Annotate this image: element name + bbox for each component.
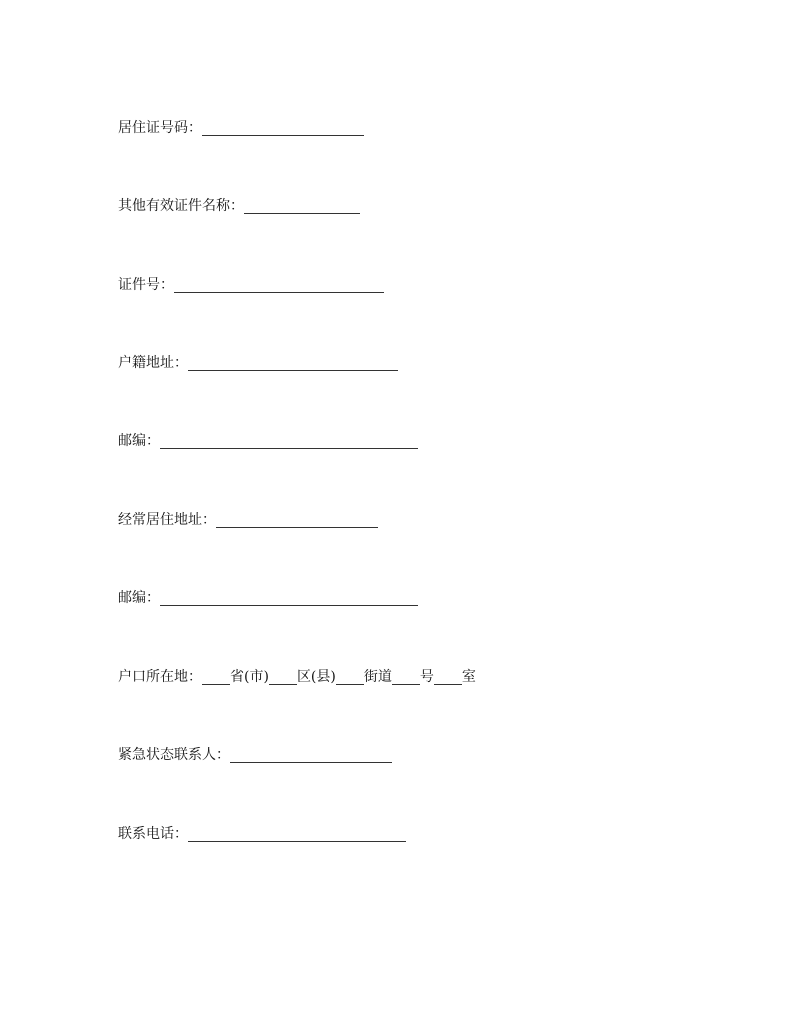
emergency-contact-row: [118, 745, 392, 765]
residence-permit-number-field[interactable]: [202, 120, 364, 136]
house-number-unit: 号: [419, 669, 434, 685]
household-address-label: 户籍地址：: [118, 355, 188, 371]
id-number-field[interactable]: [174, 277, 384, 293]
household-address-field[interactable]: [188, 355, 398, 371]
other-id-name-row: [118, 196, 360, 216]
street-unit: 街道: [363, 669, 392, 685]
other-id-name-field[interactable]: [244, 198, 360, 214]
province-unit: 省(市): [230, 669, 269, 685]
postcode-field-2[interactable]: [160, 590, 418, 606]
district-field[interactable]: [269, 669, 297, 685]
id-number-label: 证件号：: [118, 277, 174, 293]
household-address-row: [118, 353, 398, 373]
contact-phone-label: 联系电话：: [118, 826, 188, 842]
house-number-field[interactable]: [392, 669, 420, 685]
street-field[interactable]: [336, 669, 364, 685]
regular-address-label: 经常居住地址：: [118, 512, 216, 528]
room-field[interactable]: [434, 669, 462, 685]
other-id-name-label: 其他有效证件名称：: [118, 198, 244, 214]
regular-address-field[interactable]: [216, 512, 378, 528]
regular-address-row: [118, 510, 378, 530]
hukou-location-label: 户口所在地：: [118, 669, 202, 685]
residence-permit-number-row: [118, 118, 364, 138]
postcode-label-1: 邮编：: [118, 433, 160, 449]
emergency-contact-label: 紧急状态联系人：: [118, 747, 230, 763]
room-unit: 室: [461, 669, 476, 685]
postcode-label-2: 邮编：: [118, 590, 160, 606]
hukou-location-row: [118, 667, 476, 687]
contact-phone-row: [118, 824, 406, 844]
district-unit: 区(县): [296, 669, 336, 685]
province-field[interactable]: [202, 669, 230, 685]
postcode-row-2: [118, 588, 418, 608]
residence-permit-number-label: 居住证号码：: [118, 120, 202, 136]
postcode-row-1: [118, 431, 418, 451]
id-number-row: [118, 275, 384, 295]
postcode-field-1[interactable]: [160, 433, 418, 449]
emergency-contact-field[interactable]: [230, 747, 392, 763]
contact-phone-field[interactable]: [188, 826, 406, 842]
